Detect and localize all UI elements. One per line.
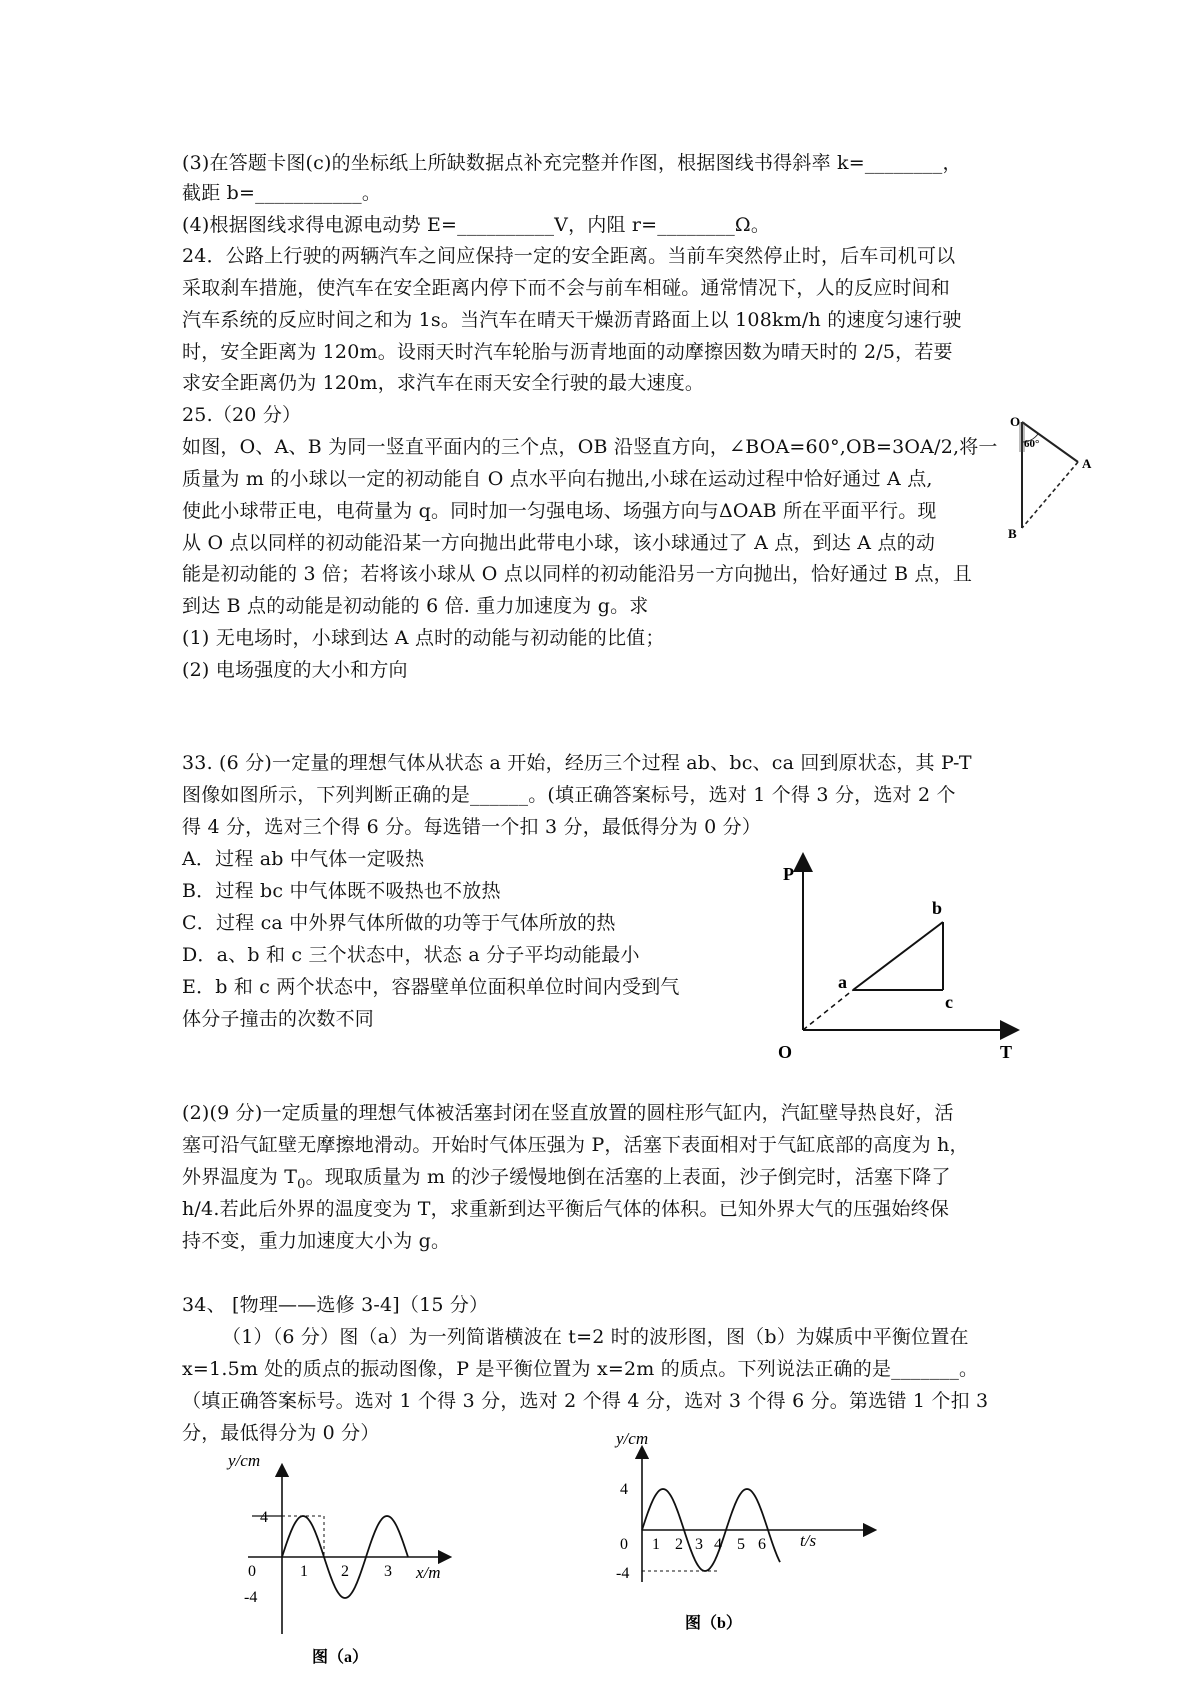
x-tick-3: 3 bbox=[384, 1563, 392, 1580]
x-tick-2: 2 bbox=[341, 1563, 349, 1580]
q25-line3: 使此小球带正电，电荷量为 q。同时加一匀强电场、场强方向与ΔOAB 所在平面平行。现 bbox=[182, 500, 937, 522]
vibration-chart-b bbox=[616, 1429, 890, 1636]
waveform-chart-a bbox=[230, 1452, 480, 1671]
x-tick-1: 1 bbox=[300, 1563, 308, 1580]
q33-option-d: D．a、b 和 c 三个状态中，状态 a 分子平均动能最小 bbox=[182, 944, 640, 966]
triangle-figure bbox=[1008, 412, 1094, 546]
q24-line2: 采取刹车措施，使汽车在安全距离内停下而不会与前车相碰。通常情况下，人的反应时间和 bbox=[182, 277, 951, 299]
segment-ab bbox=[1022, 462, 1078, 528]
t-axis-label: t/s bbox=[800, 1531, 817, 1550]
q25-line2: 质量为 m 的小球以一定的初动能自 O 点水平向右抛出,小球在运动过程中恰好通过 A 点, bbox=[182, 468, 933, 490]
q23-part3-line2: 截距 b=___________。 bbox=[182, 182, 382, 204]
q33-option-b: B．过程 bc 中气体既不吸热也不放热 bbox=[182, 880, 501, 902]
label-angle: 60° bbox=[1024, 438, 1040, 450]
y-tick-4: 4 bbox=[620, 1481, 628, 1498]
q33-part2-line2: 塞可沿气缸壁无摩擦地滑动。开始时气体压强为 P，活塞下表面相对于气缸底部的高度为 h， bbox=[182, 1134, 969, 1156]
y-tick-neg4: -4 bbox=[244, 1589, 258, 1606]
q34-line4: 分，最低得分为 0 分） bbox=[182, 1422, 380, 1444]
y-axis-label: y/cm bbox=[616, 1429, 649, 1448]
q34-line3: （填正确答案标号。选对 1 个得 3 分，选对 2 个得 4 分，选对 3 个得 6 分。第选错 1 个扣 3 bbox=[182, 1390, 989, 1412]
q25-sub2: (2) 电场强度的大小和方向 bbox=[182, 659, 408, 681]
q34-line2: x=1.5m 处的质点的振动图像，P 是平衡位置为 x=2m 的质点。下列说法正确的是_______。 bbox=[182, 1358, 979, 1380]
q25-line4: 从 O 点以同样的初动能沿某一方向抛出此带电小球，该小球通过了 A 点，到达 A 点的动 bbox=[182, 532, 936, 554]
q33-part2-line5: 持不变，重力加速度大小为 g。 bbox=[182, 1230, 451, 1252]
figure-a-caption: 图（a） bbox=[312, 1649, 369, 1666]
pt-diagram bbox=[770, 850, 1020, 1064]
dashed-line-to-origin bbox=[803, 990, 853, 1030]
q33-option-c: C．过程 ca 中外界气体所做的功等于气体所放的热 bbox=[182, 912, 616, 934]
label-t: T bbox=[1000, 1042, 1013, 1062]
label-c-state: c bbox=[945, 992, 953, 1012]
t-tick-6: 6 bbox=[758, 1536, 766, 1553]
y-axis-label: y/cm bbox=[228, 1451, 261, 1470]
label-origin: O bbox=[778, 1042, 793, 1062]
q33-line2: 图像如图所示，下列判断正确的是______。(填正确答案标号，选对 1 个得 3 分，选对 2 个 bbox=[182, 784, 956, 806]
q25-line5: 能是初动能的 3 倍；若将该小球从 O 点以同样的初动能沿另一方向抛出，恰好通过 B 点，且 bbox=[182, 563, 973, 585]
label-p: P bbox=[783, 864, 794, 884]
q24-line5: 求安全距离仍为 120m，求汽车在雨天安全行驶的最大速度。 bbox=[182, 372, 705, 394]
q23-part3-line1: (3)在答题卡图(c)的坐标纸上所缺数据点补充完整并作图，根据图线书得斜率 k=________， bbox=[182, 152, 962, 174]
q33-part2-line4: h/4.若此后外界的温度变为 T，求重新到达平衡后气体的体积。已知外界大气的压强始终保 bbox=[182, 1198, 950, 1220]
q24-line1: 24．公路上行驶的两辆汽车之间应保持一定的安全距离。当前车突然停止时，后车司机可以 bbox=[182, 245, 956, 267]
label-a-state: a bbox=[838, 972, 847, 992]
q33-option-a: A．过程 ab 中气体一定吸热 bbox=[182, 848, 425, 870]
t-tick-3: 3 bbox=[695, 1536, 703, 1553]
q33-option-e-line1: E．b 和 c 两个状态中，容器壁单位面积单位时间内受到气 bbox=[182, 976, 680, 998]
q25-sub1: (1) 无电场时，小球到达 A 点时的动能与初动能的比值； bbox=[182, 627, 665, 649]
y-tick-0: 0 bbox=[248, 1563, 256, 1580]
q23-part4: (4)根据图线求得电源电动势 E=__________V，内阻 r=________Ω。 bbox=[182, 214, 771, 236]
q25-line1: 如图，O、A、B 为同一竖直平面内的三个点，OB 沿竖直方向，∠BOA=60°,OB=3OA/2,将一 bbox=[182, 436, 998, 458]
q24-line3: 汽车系统的反应时间之和为 1s。当汽车在晴天干燥沥青路面上以 108km/h 的速度匀速行驶 bbox=[182, 309, 962, 331]
label-o: O bbox=[1010, 414, 1021, 429]
q24-line4: 时，安全距离为 120m。设雨天时汽车轮胎与沥青地面的动摩擦因数为晴天时的 2/5，若要 bbox=[182, 341, 953, 363]
t-tick-1: 1 bbox=[652, 1536, 660, 1553]
q33-part2-line1: (2)(9 分)一定质量的理想气体被活塞封闭在竖直放置的圆柱形气缸内，汽缸壁导热良好，活 bbox=[182, 1102, 954, 1124]
t-tick-4: 4 bbox=[714, 1536, 722, 1553]
t-tick-5: 5 bbox=[737, 1536, 745, 1553]
label-a: A bbox=[1082, 456, 1092, 471]
q34-header: 34、 [物理——选修 3-4]（15 分） bbox=[182, 1294, 489, 1316]
q33-line3: 得 4 分，选对三个得 6 分。每选错一个扣 3 分，最低得分为 0 分） bbox=[182, 816, 762, 838]
t-tick-2: 2 bbox=[675, 1536, 683, 1553]
label-b-state: b bbox=[932, 898, 943, 918]
label-b: B bbox=[1008, 526, 1017, 541]
y-tick-neg4: -4 bbox=[616, 1565, 630, 1582]
q25-line6: 到达 B 点的动能是初动能的 6 倍. 重力加速度为 g。求 bbox=[182, 595, 649, 617]
figure-b-caption: 图（b） bbox=[685, 1615, 742, 1632]
q34-line1: （1）（6 分）图（a）为一列简谐横波在 t=2 时的波形图，图（b）为媒质中平衡位置在 bbox=[222, 1326, 969, 1348]
q25-header: 25.（20 分） bbox=[182, 404, 302, 426]
q33-part2-line3: 外界温度为 $T_0$。现取质量为 m 的沙子缓慢地倒在活塞的上表面，沙子倒完时，活塞下降了 bbox=[182, 1166, 951, 1192]
q33-option-e-line2: 体分子撞击的次数不同 bbox=[182, 1008, 375, 1030]
q33-line1: 33. (6 分)一定量的理想气体从状态 a 开始，经历三个过程 ab、bc、ca 回到原状态，其 P-T bbox=[182, 752, 972, 774]
y-tick-0: 0 bbox=[620, 1536, 628, 1553]
x-axis-label: x/m bbox=[416, 1563, 441, 1582]
process-ab bbox=[853, 922, 943, 990]
y-tick-4: 4 bbox=[260, 1509, 268, 1526]
